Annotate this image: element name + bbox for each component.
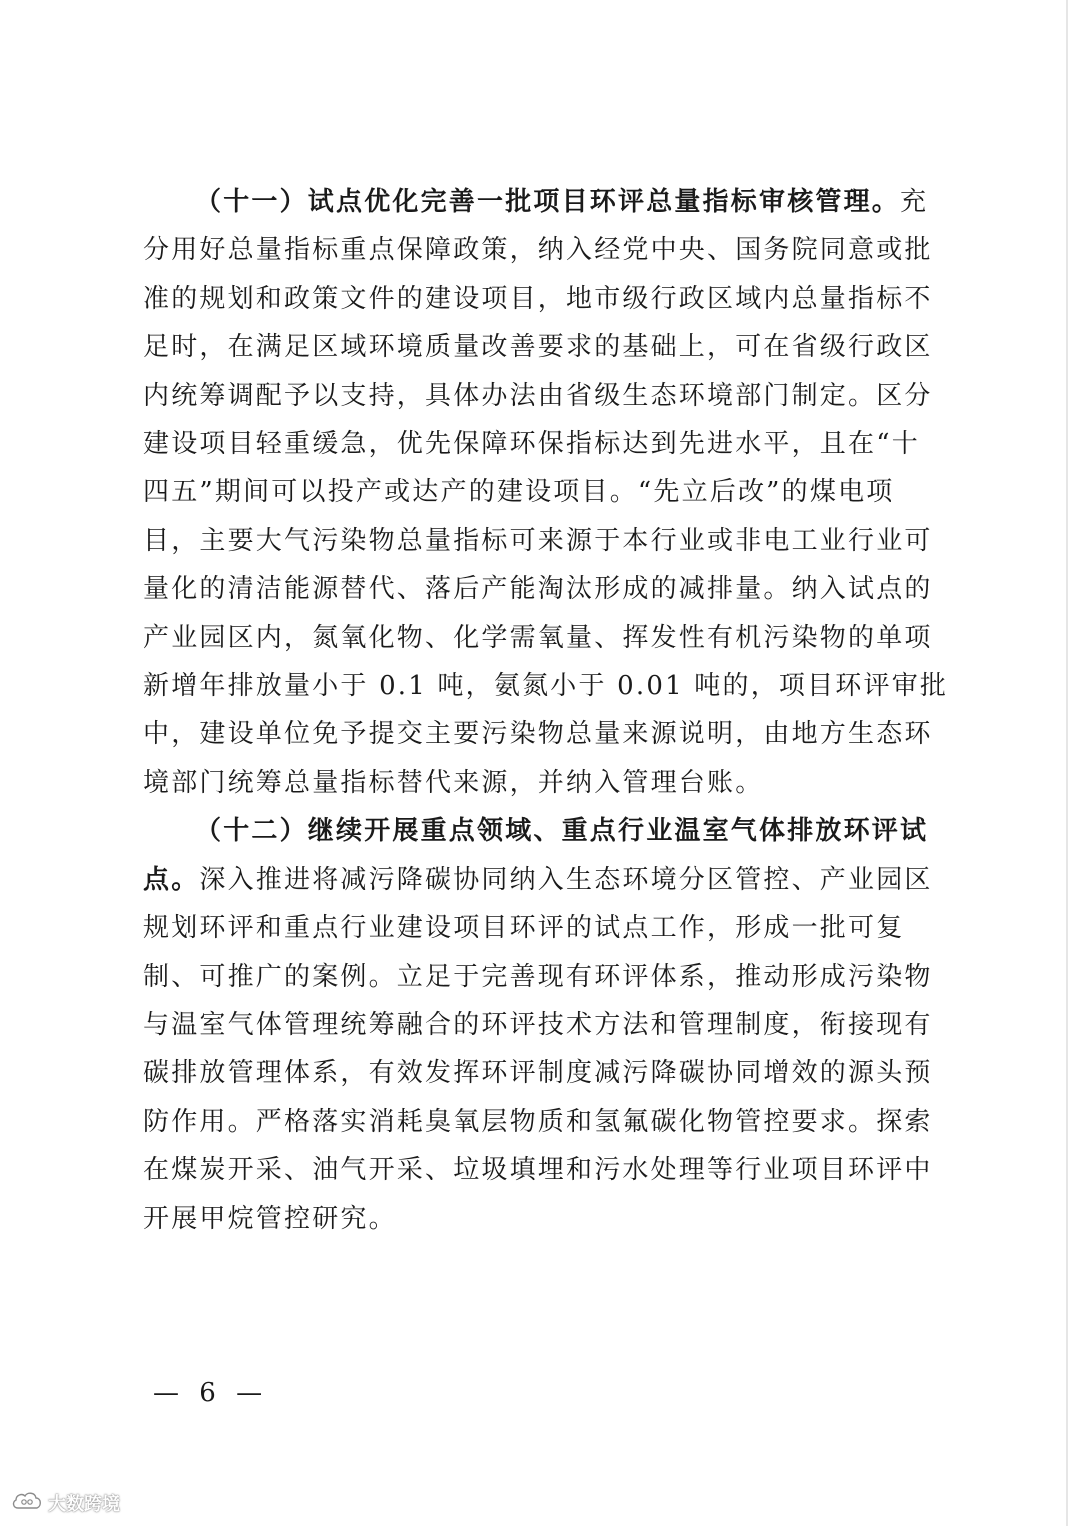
section-12-heading-end: 点。	[143, 864, 200, 895]
section-11-line: 新增年排放量小于 0.1 吨，氨氮小于 0.01 吨的，项目环评审批	[143, 671, 949, 702]
section-12-line: 制、可推广的案例。立足于完善现有环评体系，推动形成污染物	[143, 961, 933, 992]
section-12-line: 碳排放管理体系，有效发挥环评制度减污降碳协同增效的源头预	[143, 1058, 933, 1089]
section-11-line: 境部门统筹总量指标替代来源，并纳入管理台账。	[143, 767, 764, 798]
section-11-line: 中，建设单位免予提交主要污染物总量来源说明，由地方生态环	[143, 719, 933, 750]
section-11-line: 产业园区内，氮氧化物、化学需氧量、挥发性有机污染物的单项	[143, 622, 933, 653]
section-11-line: 内统筹调配予以支持，具体办法由省级生态环境部门制定。区分	[143, 380, 933, 411]
section-12-second-line	[143, 856, 943, 904]
section-12-first-line	[143, 807, 943, 855]
watermark	[10, 1490, 120, 1516]
section-12-heading: （十二）继续开展重点领域、重点行业温室气体排放环评试	[195, 816, 929, 847]
section-11-line: 量化的清洁能源替代、落后产能淘汰形成的减排量。纳入试点的	[143, 574, 933, 605]
section-12-line: 在煤炭开采、油气开采、垃圾填埋和污水处理等行业项目环评中	[143, 1155, 933, 1186]
section-11-line: 建设项目轻重缓急，优先保障环保指标达到先进水平，且在“十	[143, 429, 920, 460]
section-11-heading: （十一）试点优化完善一批项目环评总量指标审核管理。	[195, 187, 901, 217]
section-12-line-rest: 深入推进将减污降碳协同纳入生态环境分区管控、产业园区	[199, 864, 933, 895]
section-11-first-line	[143, 178, 943, 226]
section-11-line: 分用好总量指标重点保障政策，纳入经党中央、国务院同意或批	[143, 235, 933, 266]
cloud-logo-icon	[10, 1490, 44, 1516]
section-12-line: 防作用。严格落实消耗臭氧层物质和氢氟碳化物管控要求。探索	[143, 1106, 933, 1137]
section-11-line-0: 充	[900, 187, 929, 217]
scan-edge-line	[1066, 0, 1068, 1526]
section-11	[143, 178, 949, 807]
section-12-line: 规划环评和重点行业建设项目环评的试点工作，形成一批可复	[143, 913, 905, 944]
watermark-text: 大数跨境	[48, 1494, 120, 1515]
section-11-line: 目，主要大气污染物总量指标可来源于本行业或非电工业行业可	[143, 525, 933, 556]
section-11-line: 足时，在满足区域环境质量改善要求的基础上，可在省级行政区	[143, 332, 933, 363]
section-11-line: 四五”期间可以投产或达产的建设项目。“先立后改”的煤电项	[143, 477, 895, 508]
section-11-line: 准的规划和政策文件的建设项目，地市级行政区域内总量指标不	[143, 283, 933, 314]
section-12	[143, 807, 943, 1243]
section-12-line: 与温室气体管理统筹融合的环评技术方法和管理制度，衔接现有	[143, 1009, 933, 1040]
page-number: — 6 —	[153, 1378, 269, 1408]
document-body	[143, 178, 949, 1243]
section-12-line: 开展甲烷管控研究。	[143, 1203, 397, 1234]
